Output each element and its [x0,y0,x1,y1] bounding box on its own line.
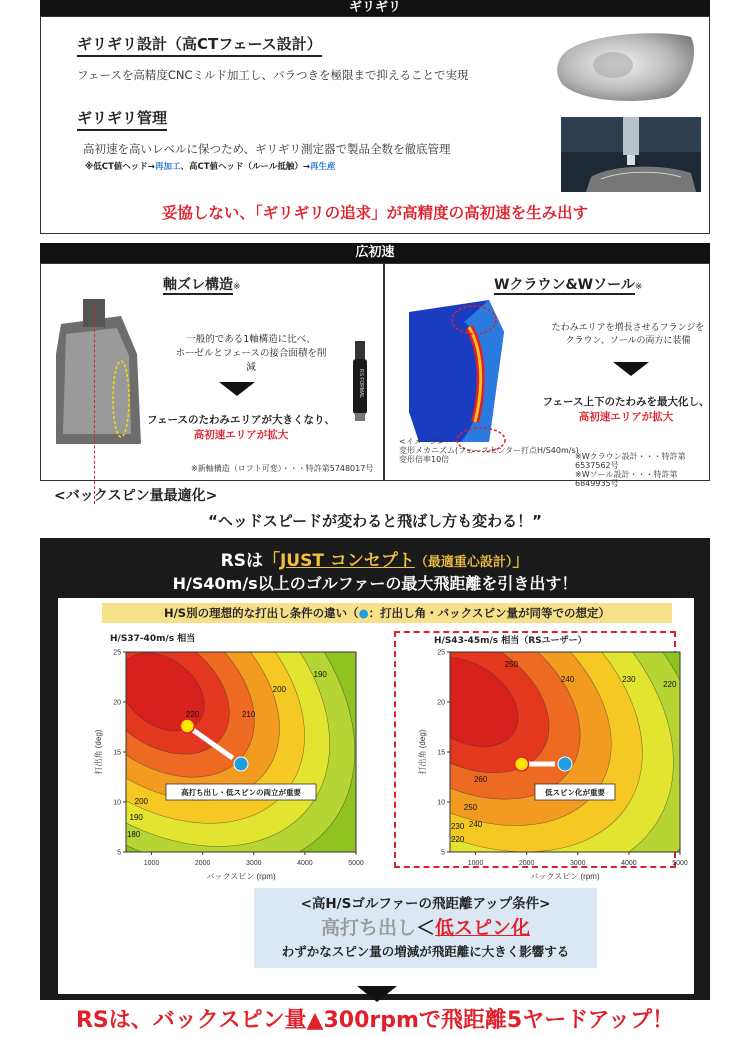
chart1-heatmap [76,642,396,912]
callout-text: 高打ち出し・低スピンの両立が重要 [181,788,301,797]
measurement-device-photo [561,117,701,192]
design-text: フェースを高精度CNCミルド加工し、バラつきを極限まで抑えることで実現 [77,68,469,82]
callout-text: 低スピン化が重要 [545,788,605,797]
y-tick-label: 25 [113,649,121,657]
wcrown-arrow [613,362,649,376]
x-tick-label: 5000 [348,860,364,867]
banner-dot: ● [358,606,369,620]
chart-area [58,598,694,994]
contour-label: 220 [450,835,465,844]
wcrown-desc-line1: たわみエリアを増長させるフランジを [551,323,705,333]
banner-b: ：打出し角・バックスピン量が同等での想定） [368,606,611,620]
wcrown-patents [575,452,709,488]
chart1-title: H/S37-40m/s 相当 [110,634,196,644]
rs-line1-a: RSは [220,551,263,571]
x-tick-label: 5000 [672,860,688,867]
x-tick-label: 1000 [467,860,484,867]
condition-sub: わずかなスピン量の増減が飛距離に大きく影響する [281,944,570,959]
contour-label: 260 [473,775,488,784]
shaft-label: RS FORMAL [358,369,364,399]
section1-box [40,16,710,234]
y-tick-label: 20 [437,699,445,707]
contour-label: 190 [129,813,143,822]
x-tick-label: 3000 [245,860,262,867]
note-rework: 再加工 [154,162,181,172]
wcrown-result [531,394,721,424]
wcrown-title [494,274,642,294]
condition-big-line [254,913,597,940]
wcrown-result-line1: フェース上下のたわみを最大化し、 [542,396,710,408]
x-tick-label: 1000 [143,860,160,867]
axis-offset-title-text: 軸ズレ構造 [163,277,233,293]
y-tick-label: 15 [113,749,121,757]
heading-girigiri-design: ギリギリ設計（高CTフェース設計） [77,33,322,57]
section2-box [40,263,710,488]
contour-label: 200 [272,685,287,694]
rs-line1 [40,546,710,571]
note-high-ct: 、高CT値ヘッド（ルール抵触）→ [180,162,310,172]
contour-label: 220 [663,680,677,689]
heading-girigiri-control: ギリギリ管理 [77,107,167,131]
y-tick-label: 10 [113,799,121,807]
axis-red-line [94,304,96,504]
deformation-simulation-image [409,292,524,452]
contour-label: 240 [560,675,575,684]
final-arrow [357,986,397,1002]
wcrown-image-label: <イメージ> [399,437,445,446]
axis-offset-result-line1: フェースのたわみエリアが大きくなり、 [147,414,335,426]
optimal-point [515,757,529,771]
y-tick-label: 5 [441,849,445,857]
y-tick-label: 25 [437,649,445,657]
chart2-title: H/S43-45m/s 相当（RSユーザー） [434,636,587,646]
section2-header: 広初速 [40,243,710,263]
contour-label: 250 [504,660,519,669]
y-axis-label: 打出角 (deg) [94,729,103,775]
rs-just-concept: JUST コンセプト [279,551,415,571]
y-tick-label: 10 [437,799,445,807]
wcrown-image-note1: 変形メカニズム(フェースセンター打点H/S40m/s) [399,446,579,455]
contour-label: 230 [622,675,636,684]
axis-offset-title-mark: ※ [233,282,241,292]
axis-offset-result [141,412,341,442]
wcrown-patent1: ※Wクラウン設計・・・特許第6537562号 [575,452,686,470]
condition-title: <高H/Sゴルファーの飛距離アップ条件> [300,896,551,912]
y-tick-label: 15 [437,749,445,757]
control-note [85,160,335,172]
wcrown-result-line2: 高初速エリアが拡大 [578,411,674,423]
contour-label: 250 [463,803,478,812]
wcrown-title-text: Wクラウン&Wソール [494,277,635,293]
contour-label: 240 [468,820,483,829]
contour-label: 210 [241,710,256,719]
x-tick-label: 2000 [194,860,211,867]
section1-tagline: 妥協しない、「ギリギリの追求」が高精度の高初速を生み出す [161,204,589,222]
axis-offset-desc [171,331,331,373]
wcrown-image-caption [399,437,579,464]
x-tick-label: 4000 [297,860,313,867]
y-tick-label: 20 [113,699,121,707]
x-axis-label: バックスピン (rpm) [530,872,600,881]
optimal-point [180,719,194,733]
backspin-heading: <バックスピン量最適化> [54,488,218,504]
wcrown-title-mark: ※ [634,282,643,292]
reference-point [234,757,248,771]
wcrown-patent2: ※Wソール設計・・・特許第6849935号 [575,470,678,488]
rs-line1-d: （最適重心設計） [414,555,513,570]
final-statement: RSは、バックスピン量▲300rpmで飛距離5ヤードアップ！ [75,1008,675,1033]
rs-line1-e: 」 [512,551,530,571]
contour-label: 180 [126,830,141,839]
wcrown-desc-line2: クラウン、ソールの両方に装備 [565,336,691,346]
control-text: 高初速を高いレベルに保つため、ギリギリ測定器で製品全数を徹底管理 [83,142,451,156]
contour-label: 200 [134,797,149,806]
milled-face-photo [551,27,701,103]
wcrown-image-note2: 変形倍率10倍 [399,455,450,464]
y-axis-label: 打出角 (deg) [418,729,427,775]
x-tick-label: 2000 [518,860,535,867]
contour-label: 230 [450,822,465,831]
axis-offset-arrow [219,382,255,396]
contour-label: 190 [313,670,327,679]
shaft-sleeve-photo [345,339,375,424]
axis-offset-title [163,274,241,294]
x-axis-label: バックスピン (rpm) [206,872,276,881]
axis-offset-desc-line1: 一般的である1軸構造に比べ、 [186,334,316,345]
note-reproduce: 再生産 [309,162,336,172]
x-tick-label: 3000 [569,860,586,867]
quote-line: “ヘッドスピードが変わると飛ばし方も変わる！” [208,512,542,530]
condition-high-launch: 高打ち出し [320,917,416,939]
condition-low-spin: 低スピン化 [435,917,531,939]
wcrown-desc [543,320,713,346]
banner-a: H/S別の理想的な打出し条件の違い（ [163,606,359,620]
contour-label: 220 [185,710,200,719]
axis-offset-desc-line2: ホーゼルとフェースの接合面積を削減 [175,348,327,373]
condition-lt: ＜ [415,917,435,939]
axis-offset-result-line2: 高初速エリアが拡大 [193,429,289,441]
section1-header: ギリギリ [40,0,710,16]
y-tick-label: 5 [117,849,121,857]
rs-line2: H/S40m/s以上のゴルファーの最大飛距離を引き出す！ [172,574,578,593]
rs-line1-b: 「 [262,551,280,571]
note-low-ct: ※低CT値ヘッド→ [85,162,155,172]
x-tick-label: 4000 [621,860,637,867]
chart-banner [102,603,672,623]
head-cutaway-photo [51,294,146,454]
condition-box [254,888,597,968]
axis-offset-patent: ※新軸構造（ロフト可変）・・・特許第5748017号 [191,464,374,473]
chart2-heatmap [400,642,720,912]
reference-point [558,757,572,771]
section2-divider [383,264,385,480]
rs-concept-box [40,538,710,1000]
